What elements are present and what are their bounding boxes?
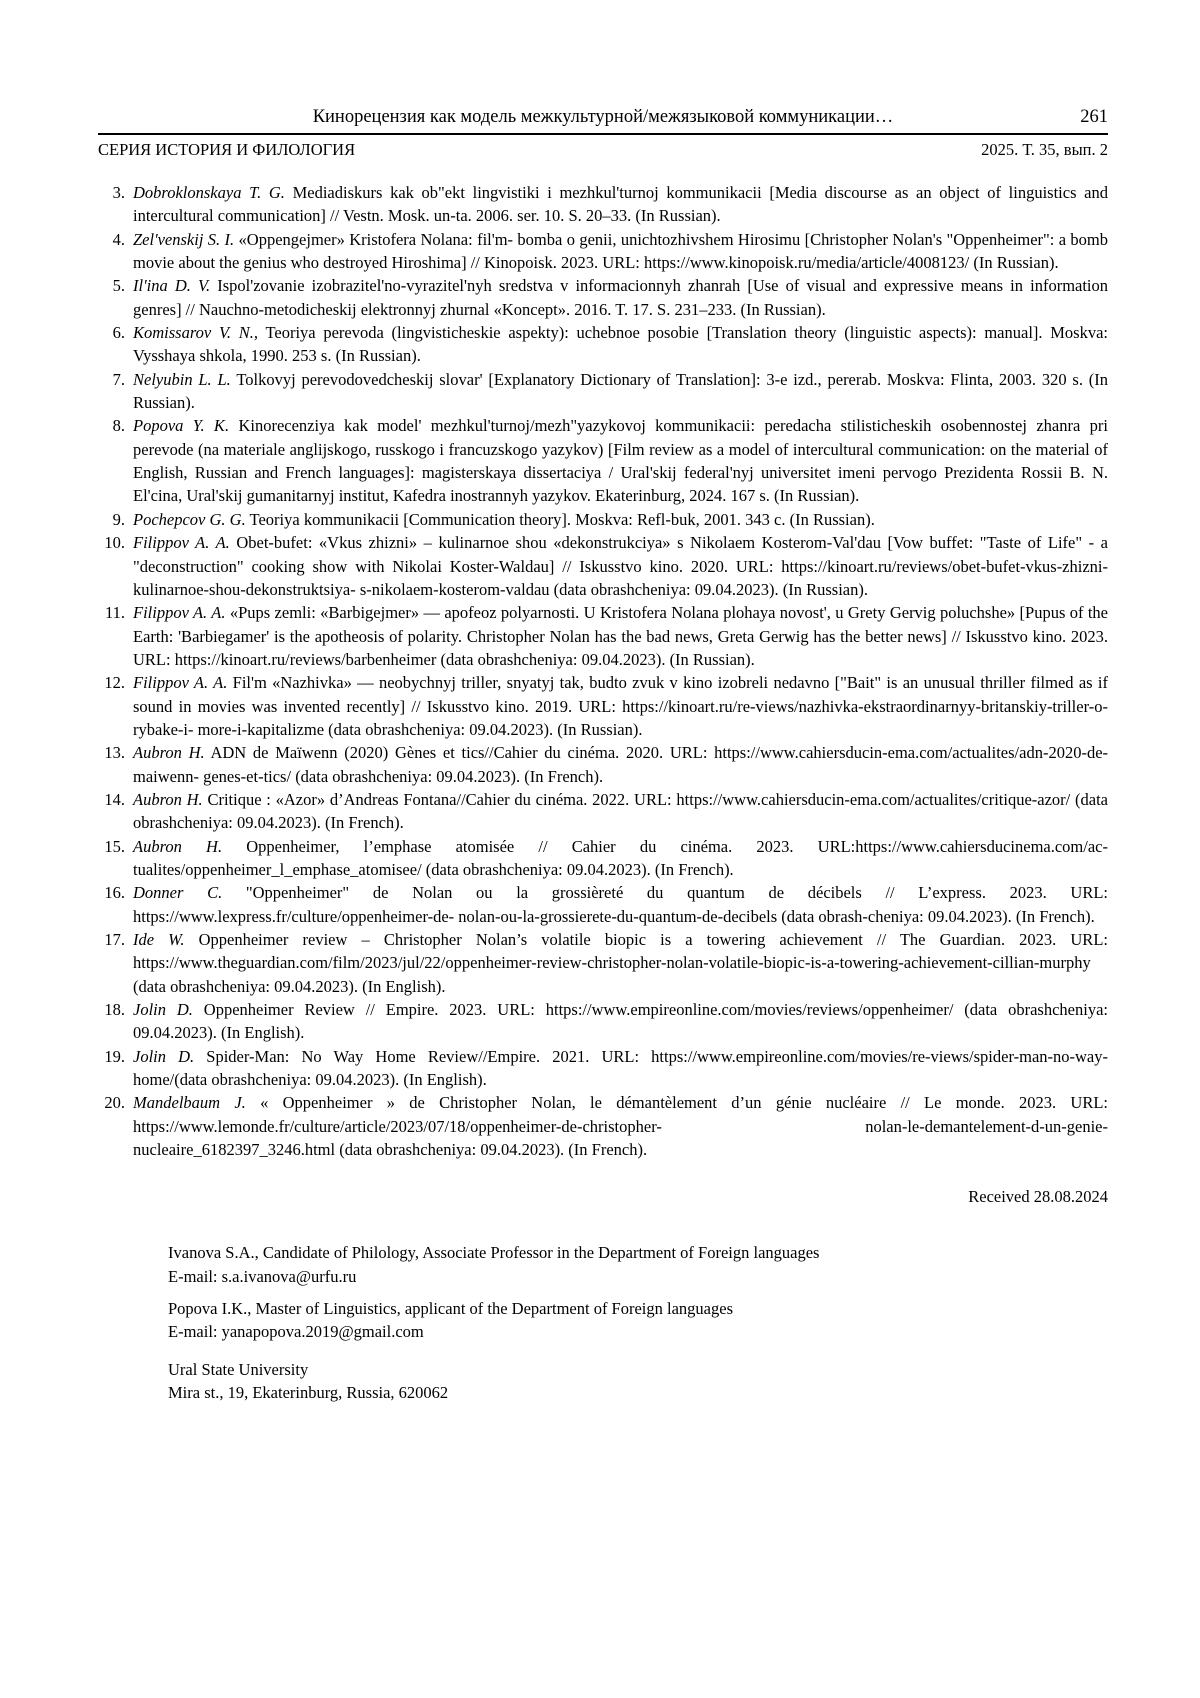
reference-item [98, 788, 1108, 835]
reference-item [98, 414, 1108, 507]
reference-number: 20. [104, 1093, 125, 1113]
reference-text: Fil'm «Nazhivka» — neobychnyj triller, snyatyj tak, budto zvuk v kino izobreli nedavno ["Bait" is an unusual thriller filmed as if sound in movies was invented recently] // Iskusstvo kino. 2019. URL: https://kinoart.ru/re-views/nazhivka-ekstraordinarnyy-britanskiy-triller-o-rybake-i- more-i-kapitalizme (data obrashcheniya: 09.04.2023). (In Russian). [133, 673, 1108, 739]
reference-item [98, 274, 1108, 321]
reference-item [98, 881, 1108, 928]
reference-author: Aubron H. [133, 836, 223, 856]
reference-number: 8. [112, 416, 125, 436]
reference-author: Aubron H. [133, 789, 203, 809]
reference-text: Oppenheimer review – Christopher Nolan’s volatile biopic is a towering achievement // The Guardian. 2023. URL: https://www.theguardian.com/film/2023/jul/22/oppenheimer-review-christopher-nolan-volatile-biopic-is-a-towering-achievement-cillian-murphy (data obrashcheniya: 09.04.2023). (In English). [133, 930, 1108, 996]
reference-number: 6. [112, 323, 125, 343]
reference-item [98, 835, 1108, 882]
reference-text: ADN de Maïwenn (2020) Gènes et tics//Cahier du cinéma. 2020. URL: https://www.cahiersducin-ema.com/actualites/adn-2020-de-maiwenn- genes-et-tics/ (data obrashcheniya: 09.04.2023). (In French). [133, 743, 1109, 786]
author-credentials: Popova I.K., Master of Linguistics, applicant of the Department of Foreign languages [168, 1299, 733, 1319]
reference-author: Komissarov V. N., [133, 323, 259, 343]
reference-text: Teoriya perevoda (lingvisticheskie aspekty): uchebnoe posobie [Translation theory (linguistic aspects): manual]. Moskva: Vysshaya shkola, 1990. 253 s. (In Russian). [133, 323, 1109, 366]
reference-number: 12. [104, 673, 125, 693]
page-number: 261 [1080, 107, 1108, 127]
author-email: E-mail: yanapopova.2019@gmail.com [168, 1322, 424, 1342]
reference-item [98, 1091, 1108, 1161]
reference-item [98, 601, 1108, 671]
reference-text: Oppenheimer Review // Empire. 2023. URL: https://www.empireonline.com/movies/reviews/oppenheimer/ (data obrashcheniya: 09.04.2023). (In English). [133, 1000, 1108, 1043]
reference-item [98, 998, 1108, 1045]
reference-author: Jolin D. [133, 1046, 195, 1066]
reference-text: Ispol'zovanie izobrazitel'no-vyrazitel'nyh sredstva v informacionnyh zhanrah [Use of visual and expressive means in information genres] // Nauchno-metodicheskij elektronnyj zhurnal «Koncept». 2016. T. 17. S. 231–233. (In Russian). [133, 276, 1109, 319]
running-title: Кинорецензия как модель межкультурной/межязыковой коммуникации… [312, 107, 894, 127]
author-credentials: Ivanova S.A., Candidate of Philology, Associate Professor in the Department of Foreign languages [168, 1243, 820, 1263]
affiliation-address: Mira st., 19, Ekaterinburg, Russia, 620062 [168, 1383, 449, 1403]
reference-item [98, 321, 1108, 368]
reference-number: 13. [104, 743, 125, 763]
reference-number: 7. [112, 369, 125, 389]
authors-info [168, 1241, 1108, 1343]
reference-text: Kinorecenziya kak model' mezhkul'turnoj/mezh"yazykovoj kommunikacii: peredacha stilisticheskih osobennostej zhanra pri perevode (na materiale anglijskogo, russkogo i francuzskogo yazykov) [Film review as a model of intercultural communication: on the material of English, Russian and French languages]: magisterskaya dissertaciya / Ural'skij federal'nyj universitet imeni pervogo Prezidenta Rossii B. N. El'cina, Ural'skij gumanitarnyj institut, Kafedra inostrannyh yazykov. Ekaterinburg, 2024. 167 s. (In Russian). [133, 416, 1109, 506]
reference-text: Obet-bufet: «Vkus zhizni» – kulinarnoe shou «dekonstrukciya» s Nikolaem Kosterom-Val'dau [Vow buffet: "Taste of Life" - a "deconstruction" cooking show with Nikolai Koster-Waldau] // Iskusstvo kino. 2020. URL: https://kinoart.ru/reviews/obet-bufet-vkus-zhizni-kulinarnoe-shou-dekonstruktsiya- s-nikolaem-kosterom-valdau (data obrashcheniya: 09.04.2023). (In Russian). [133, 533, 1109, 599]
reference-author: Filippov A. A. [133, 673, 228, 693]
reference-item [98, 531, 1108, 601]
affiliation-block [168, 1358, 1108, 1405]
reference-author: Ide W. [133, 930, 185, 949]
references-list [98, 181, 1108, 1161]
reference-item [98, 228, 1108, 275]
reference-text: Mediadiskurs kak ob"ekt lingvistiki i mezhkul'turnoj kommunikacii [Media discourse as an object of linguistics and intercultural communication] // Vestn. Mosk. un-ta. 2006. ser. 10. S. 20–33. (In Russian). [133, 183, 1108, 226]
reference-author: Il'ina D. V. [133, 276, 211, 296]
affiliation-university: Ural State University [168, 1359, 309, 1379]
reference-number: 16. [104, 883, 125, 903]
reference-text: Spider-Man: No Way Home Review//Empire. 2021. URL: https://www.empireonline.com/movies/re-views/spider-man-no-way-home/(data obrashcheniya: 09.04.2023). (In English). [133, 1046, 1108, 1090]
page-header-row-1 [98, 106, 1108, 135]
reference-author: Aubron H. [133, 743, 205, 763]
reference-author: Dobroklonskaya T. G. [133, 183, 285, 202]
received-date: Received 28.08.2024 [968, 1187, 1108, 1207]
reference-author: Filippov A. A. [133, 603, 226, 623]
reference-number: 11. [104, 603, 125, 623]
reference-number: 10. [104, 533, 125, 553]
reference-author: Filippov A. A. [133, 533, 230, 553]
reference-text: Oppenheimer, l’emphase atomisée // Cahier du cinéma. 2023. URL:https://www.cahiersducinema.com/ac-tualites/oppenheimer_l_emphase_atomisee/ (data obrashcheniya: 09.04.2023). (In French). [133, 836, 1108, 879]
reference-author: Zel'venskij S. I. [133, 229, 235, 249]
reference-number: 19. [104, 1046, 125, 1066]
reference-number: 17. [104, 930, 125, 949]
reference-item [98, 181, 1108, 228]
reference-number: 15. [104, 836, 125, 856]
reference-author: Nelyubin L. L. [133, 369, 231, 389]
reference-item [98, 508, 1108, 531]
author-info-block [168, 1241, 1108, 1288]
reference-text: "Oppenheimer" de Nolan ou la grossièreté du quantum de décibels // L’express. 2023. URL: https://www.lexpress.fr/culture/oppenheimer-de- nolan-ou-la-grossierete-du-quantum-de-decibels (data obrash-cheniya: 09.04.2023). (In French). [133, 883, 1109, 926]
series-title: СЕРИЯ ИСТОРИЯ И ФИЛОЛОГИЯ [98, 140, 356, 159]
reference-item [98, 928, 1108, 998]
reference-author: Jolin D. [133, 1000, 193, 1020]
reference-author: Pochepcov G. G. [133, 509, 246, 529]
volume-issue: 2025. Т. 35, вып. 2 [981, 140, 1108, 159]
reference-text: « Oppenheimer » de Christopher Nolan, le démantèlement d’un génie nucléaire // Le monde. 2023. URL: https://www.lemonde.fr/culture/article/2023/07/18/oppenheimer-de-christopher- nolan-le-demantelement-d-un-genie-nucleaire_6182397_3246.html (data obrashcheniya: 09.04.2023). (In French). [133, 1093, 1109, 1160]
reference-item [98, 368, 1108, 415]
reference-item [98, 741, 1108, 788]
reference-number: 14. [104, 789, 125, 809]
reference-number: 9. [112, 509, 125, 529]
author-info-block [168, 1297, 1108, 1344]
reference-number: 3. [112, 183, 125, 202]
reference-author: Donner C. [133, 883, 223, 903]
reference-text: Tolkovyj perevodovedcheskij slovar' [Explanatory Dictionary of Translation]: 3-e izd., pererab. Moskva: Flinta, 2003. 320 s. (In Russian). [133, 369, 1108, 413]
reference-text: Teoriya kommunikacii [Communication theory]. Moskva: Refl-buk, 2001. 343 c. (In Russian). [249, 509, 875, 529]
reference-text: «Pups zemli: «Barbigejmer» — apofeoz polyarnosti. U Kristofera Nolana plohaya novost', u Grety Gervig poluchshe» [Pupus of the Earth: 'Barbiegamer' is the apotheosis of polarity. Christopher Nolan has the bad news, Greta Gerwig has the better news] // Iskusstvo kino. 2023. URL: https://kinoart.ru/reviews/barbenheimer (data obrashcheniya: 09.04.2023). (In Russian). [133, 603, 1109, 669]
reference-author: Popova Y. K. [133, 416, 230, 436]
page-header-row-2 [98, 135, 1108, 160]
reference-text: Critique : «Azor» d’Andreas Fontana//Cahier du cinéma. 2022. URL: https://www.cahiersducin-ema.com/actualites/critique-azor/ (data obrashcheniya: 09.04.2023). (In French). [133, 789, 1108, 833]
reference-author: Mandelbaum J. [133, 1093, 246, 1113]
reference-number: 5. [112, 276, 125, 296]
author-email: E-mail: s.a.ivanova@urfu.ru [168, 1266, 357, 1286]
reference-text: «Oppengejmer» Kristofera Nolana: fil'm- bomba o genii, unichtozhivshem Hirosimu [Christopher Nolan's "Oppenheimer": a bomb movie about the genius who destroyed Hiroshima] // Kinopoisk. 2023. URL: https://www.kinopoisk.ru/media/article/4008123/ (In Russian). [133, 229, 1108, 273]
reference-number: 4. [112, 229, 125, 249]
reference-item [98, 671, 1108, 741]
reference-number: 18. [104, 1000, 125, 1020]
reference-item [98, 1045, 1108, 1092]
